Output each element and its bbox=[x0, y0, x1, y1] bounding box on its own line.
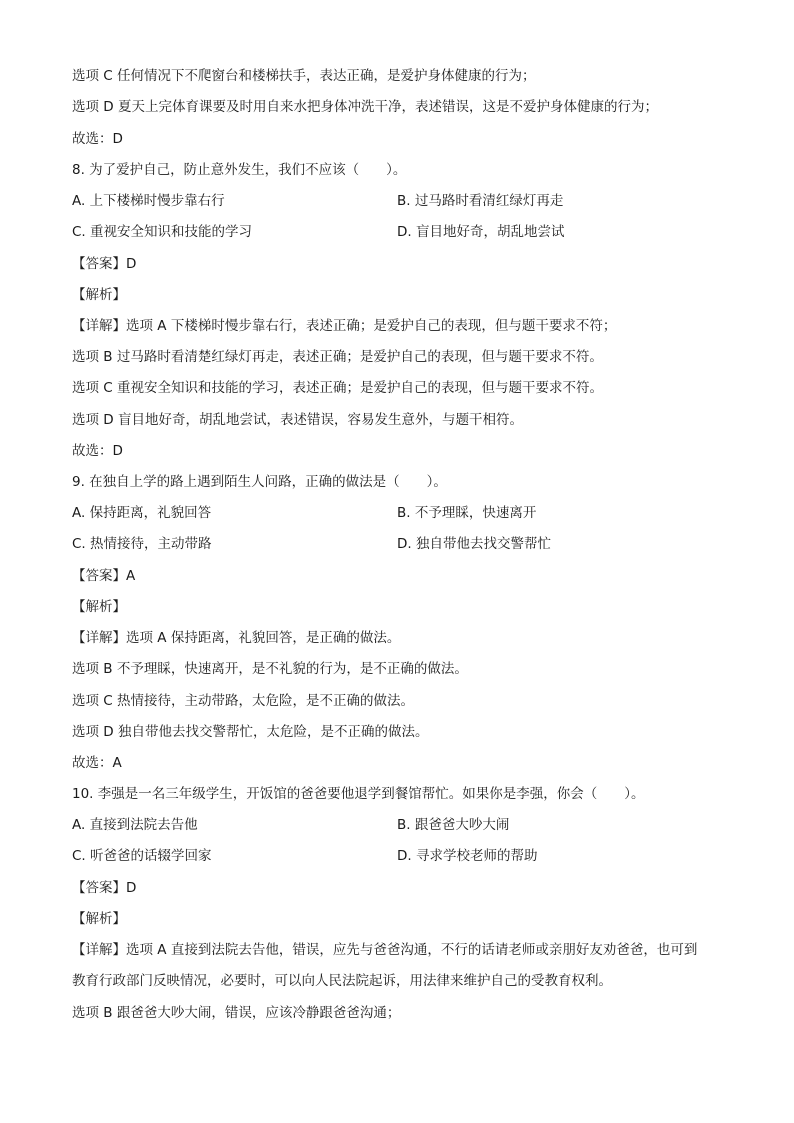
question-10-option-d: D. 寻求学校老师的帮助 bbox=[397, 848, 538, 864]
question-9-option-a: A. 保持距离，礼貌回答 bbox=[72, 505, 212, 521]
question-8-detail-2: 选项 B 过马路时看清楚红绿灯再走，表述正确；是爱护自己的表现，但与题干要求不符。 bbox=[72, 349, 603, 365]
choose-line: 故选：D bbox=[72, 131, 123, 147]
question-10-option-c: C. 听爸爸的话辍学回家 bbox=[72, 848, 212, 864]
question-8-detail-3: 选项 C 重视安全知识和技能的学习，表述正确；是爱护自己的表现，但与题干要求不符。 bbox=[72, 380, 604, 396]
question-8-answer: 【答案】D bbox=[72, 256, 137, 272]
question-10-answer: 【答案】D bbox=[72, 880, 137, 896]
question-8-detail-1: 【详解】选项 A 下楼梯时慢步靠右行，表述正确；是爱护自己的表现，但与题干要求不符； bbox=[72, 318, 617, 334]
question-9-detail-2: 选项 B 不予理睬，快速离开，是不礼貌的行为，是不正确的做法。 bbox=[72, 661, 468, 677]
question-9-detail-3: 选项 C 热情接待，主动带路，太危险，是不正确的做法。 bbox=[72, 693, 415, 709]
question-9-option-c: C. 热情接待，主动带路 bbox=[72, 536, 212, 552]
question-8-option-a: A. 上下楼梯时慢步靠右行 bbox=[72, 193, 225, 209]
question-10-option-a: A. 直接到法院去告他 bbox=[72, 817, 198, 833]
question-9-answer: 【答案】A bbox=[72, 568, 136, 584]
question-8-analysis-label: 【解析】 bbox=[72, 287, 126, 303]
question-8-choose: 故选：D bbox=[72, 443, 123, 459]
analysis-line-option-c: 选项 C 任何情况下不爬窗台和楼梯扶手，表达正确，是爱护身体健康的行为； bbox=[72, 68, 536, 84]
question-9-analysis-label: 【解析】 bbox=[72, 599, 126, 615]
question-10-stem: 10. 李强是一名三年级学生，开饭馆的爸爸要他退学到餐馆帮忙。如果你是李强，你会（ ）。 bbox=[72, 786, 645, 802]
question-10-analysis-label: 【解析】 bbox=[72, 911, 126, 927]
question-8-option-d: D. 盲目地好奇，胡乱地尝试 bbox=[397, 224, 565, 240]
question-9-option-b: B. 不予理睬，快速离开 bbox=[397, 505, 537, 521]
question-9-detail-1: 【详解】选项 A 保持距离，礼貌回答，是正确的做法。 bbox=[72, 630, 401, 646]
analysis-line-option-d: 选项 D 夏天上完体育课要及时用自来水把身体冲洗干净，表述错误，这是不爱护身体健康的行为； bbox=[72, 99, 658, 115]
question-10-detail-2: 选项 B 跟爸爸大吵大闹，错误，应该冷静跟爸爸沟通； bbox=[72, 1005, 401, 1021]
question-9-choose: 故选：A bbox=[72, 755, 122, 771]
question-10-detail-1b: 教育行政部门反映情况，必要时，可以向人民法院起诉，用法律来维护自己的受教育权利。 bbox=[72, 973, 612, 989]
question-8-option-c: C. 重视安全知识和技能的学习 bbox=[72, 224, 253, 240]
question-8-option-b: B. 过马路时看清红绿灯再走 bbox=[397, 193, 564, 209]
question-8-detail-4: 选项 D 盲目地好奇，胡乱地尝试，表述错误，容易发生意外，与题干相符。 bbox=[72, 412, 523, 428]
question-10-detail-1a: 【详解】选项 A 直接到法院去告他，错误，应先与爸爸沟通，不行的话请老师或亲朋好友劝爸爸，也可到 bbox=[72, 942, 698, 958]
question-9-option-d: D. 独自带他去找交警帮忙 bbox=[397, 536, 551, 552]
question-8-stem: 8. 为了爱护自己，防止意外发生，我们不应该（ ）。 bbox=[72, 162, 407, 178]
question-9-detail-4: 选项 D 独自带他去找交警帮忙，太危险，是不正确的做法。 bbox=[72, 724, 429, 740]
question-10-option-b: B. 跟爸爸大吵大闹 bbox=[397, 817, 510, 833]
question-9-stem: 9. 在独自上学的路上遇到陌生人问路，正确的做法是（ ）。 bbox=[72, 474, 447, 490]
